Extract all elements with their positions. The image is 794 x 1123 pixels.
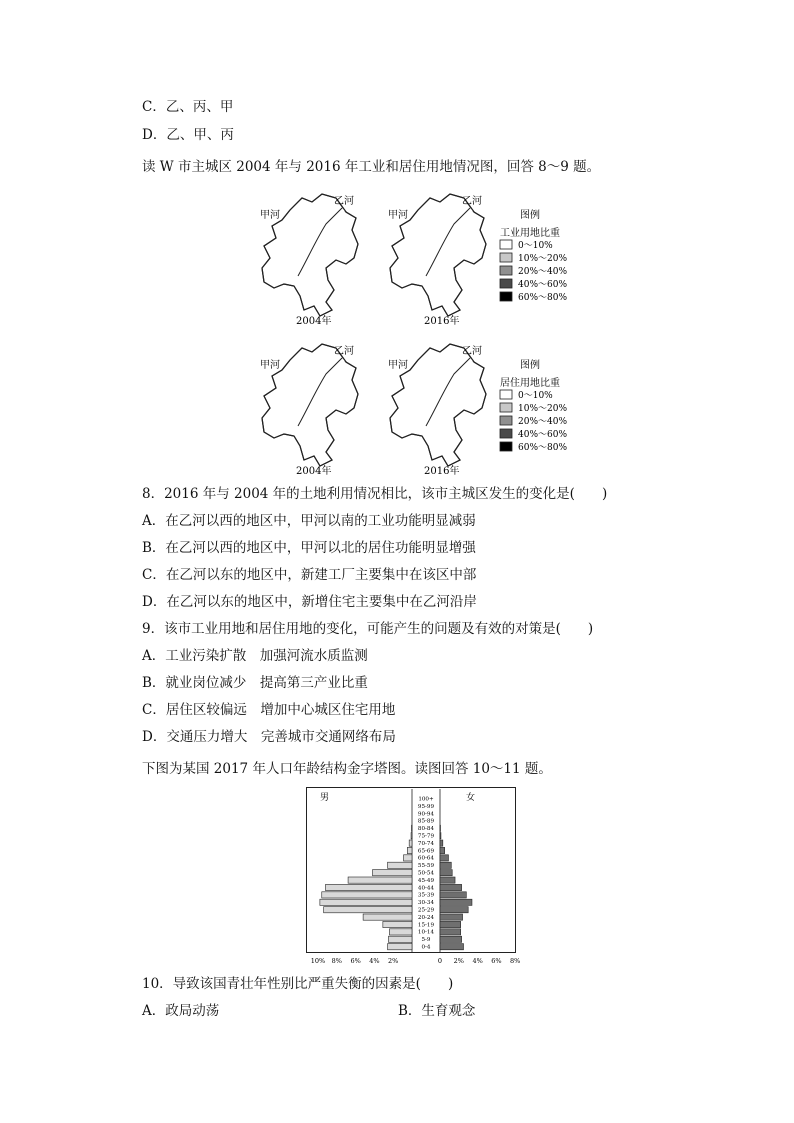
female-bar [440,936,462,942]
male-bar [383,921,412,927]
legend-item-label: 10%～20% [518,404,568,414]
male-bar [348,877,412,883]
legend-title: 图例 [520,210,540,221]
age-group-label: 40-44 [417,885,435,892]
river-label-jia: 甲河 [260,210,280,221]
legend-title: 图例 [520,360,540,371]
x-tick-label: 4% [369,957,380,965]
river-label-jia: 甲河 [388,210,408,221]
q8-option-d: D．在乙河以东的地区中，新增住宅主要集中在乙河沿岸 [142,594,477,610]
legend-item-label: 0～10% [518,241,553,251]
intro-q8-9: 读 W 市主城区 2004 年与 2016 年工业和居住用地情况图，回答 8～9 题。 [142,159,601,175]
age-group-label: 20-24 [417,914,435,921]
age-group-label: 90-94 [417,811,435,818]
legend-item-label: 60%～80% [518,293,568,303]
q10-stem: 10．导致该国青壮年性别比严重失衡的因素是( ) [142,976,454,992]
age-group-label: 5-9 [421,937,431,944]
river-label-jia: 甲河 [260,360,280,371]
legend-item-label: 60%～80% [518,443,568,453]
legend-item-label: 40%～60% [518,280,568,290]
q9-option-d: D．交通压力增大 完善城市交通网络布局 [142,729,396,745]
q10-option-a: A．政局动荡 [142,1003,220,1019]
male-bar [326,884,412,890]
male-bar [322,892,412,898]
female-bar [440,855,448,861]
population-pyramid-chart [306,787,521,967]
x-tick-label: 8% [331,957,342,965]
x-tick-label: 2% [453,957,464,965]
legend-swatch [500,390,512,399]
x-tick-label: 6% [350,957,361,965]
age-group-label: 25-29 [417,907,435,914]
river-label-jia: 甲河 [388,360,408,371]
option-c-prev: C．乙、丙、甲 [142,99,234,115]
age-group-label: 15-19 [417,922,435,929]
female-bar [440,892,466,898]
q10-option-b: B．生育观念 [398,1003,476,1019]
q9-option-a: A．工业污染扩散 加强河流水质监测 [142,648,368,664]
age-group-label: 65-69 [417,848,435,855]
legend-heading: 工业用地比重 [500,228,560,239]
female-bar [440,899,472,905]
male-label: 男 [320,793,330,803]
age-group-label: 30-34 [417,900,435,907]
female-bar [440,862,451,868]
age-group-label: 70-74 [417,840,435,847]
legend-swatch [500,253,512,262]
map-year-label: 2004年 [296,316,332,327]
map-year-label: 2016年 [424,316,460,327]
age-group-label: 10-14 [417,929,435,936]
male-bar [404,855,412,861]
industrial-legend [500,208,567,303]
river-label-yi: 乙河 [334,196,354,207]
age-group-label: 0-4 [421,944,431,951]
legend-swatch [500,442,512,451]
female-bar [440,884,462,890]
age-group-label: 35-39 [417,892,435,899]
female-bar [440,921,461,927]
legend-swatch [500,279,512,288]
legend-item-label: 20%～40% [518,417,568,427]
female-bar [440,944,464,950]
q8-option-a: A．在乙河以西的地区中，甲河以南的工业功能明显减弱 [142,513,476,529]
female-bar [440,907,468,913]
male-bar [388,944,412,950]
river-label-yi: 乙河 [462,196,482,207]
x-tick-label: 6% [491,957,502,965]
male-bar [320,899,412,905]
x-tick-label: 10% [310,957,326,965]
legend-swatch [500,403,512,412]
male-bar [389,936,413,942]
legend-swatch [500,429,512,438]
age-group-label: 85-89 [417,818,435,825]
age-group-label: 100+ [418,796,434,803]
map-year-label: 2016年 [424,466,460,477]
age-group-label: 95-99 [417,803,435,810]
intro-q10-11: 下图为某国 2017 年人口年龄结构金字塔图。读图回答 10～11 题。 [142,761,552,777]
q8-stem: 8．2016 年与 2004 年的土地利用情况相比，该市主城区发生的变化是( ) [142,486,608,502]
q9-option-b: B．就业岗位减少 提高第三产业比重 [142,675,368,691]
option-d-prev: D．乙、甲、丙 [142,127,234,143]
age-group-label: 80-84 [417,826,435,833]
female-bar [440,914,463,920]
legend-item-label: 0～10% [518,391,553,401]
legend-item-label: 10%～20% [518,254,568,264]
legend-swatch [500,292,512,301]
legend-heading: 居住用地比重 [500,378,560,389]
q8-option-c: C．在乙河以东的地区中，新建工厂主要集中在该区中部 [142,567,477,583]
x-tick-label: 0 [437,957,443,965]
x-tick-label: 4% [472,957,483,965]
legend-item-label: 40%～60% [518,430,568,440]
legend-swatch [500,240,512,249]
river-label-yi: 乙河 [334,346,354,357]
male-bar [389,929,412,935]
age-group-label: 45-49 [417,877,435,884]
male-bar [411,833,412,839]
female-bar [440,847,445,853]
male-bar [388,862,412,868]
female-bar [440,877,455,883]
male-bar [363,914,412,920]
male-bar [407,847,412,853]
q9-stem: 9．该市工业用地和居住用地的变化，可能产生的问题及有效的对策是( ) [142,621,594,637]
q8-option-b: B．在乙河以西的地区中，甲河以北的居住功能明显增强 [142,540,476,556]
age-group-label: 75-79 [417,833,435,840]
male-bar [373,870,412,876]
age-group-label: 60-64 [417,855,435,862]
female-bar [440,833,441,839]
female-label: 女 [466,793,476,803]
x-tick-label: 2% [388,957,399,965]
map-year-label: 2004年 [296,466,332,477]
female-bar [440,840,443,846]
male-bar [409,840,412,846]
residential-legend [500,358,567,453]
legend-swatch [500,266,512,275]
age-group-label: 50-54 [417,870,435,877]
q9-option-c: C．居住区较偏远 增加中心城区住宅用地 [142,702,396,718]
legend-swatch [500,416,512,425]
legend-item-label: 20%～40% [518,267,568,277]
male-bar [324,907,412,913]
age-group-label: 55-59 [417,863,435,870]
river-label-yi: 乙河 [462,346,482,357]
x-tick-label: 8% [510,957,521,965]
female-bar [440,870,452,876]
female-bar [440,929,461,935]
land-use-maps-figure [250,188,580,478]
